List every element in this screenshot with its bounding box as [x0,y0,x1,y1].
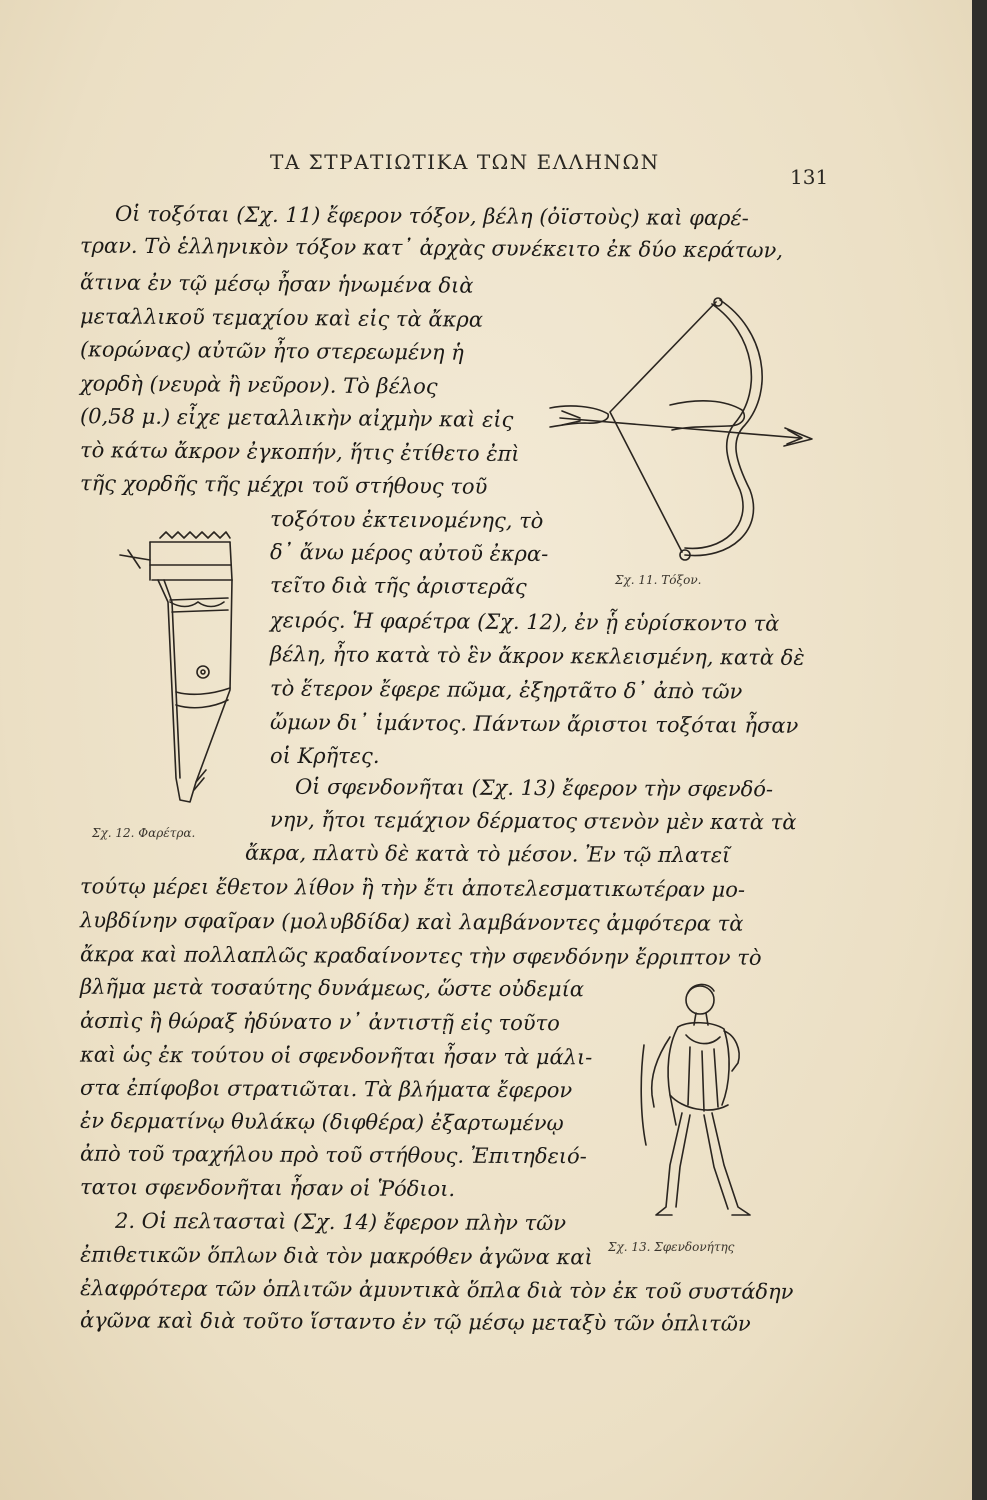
text-line: στα ἐπίφοβοι στρατιῶται. Τὰ βλήματα ἔφερον [79,1075,573,1103]
text-line: τραν. Τὸ ἑλληνικὸν τόξον κατ᾽ ἀρχὰς συνέκειτο ἐκ δύο κεράτων, [79,233,784,263]
text-line: μεταλλικοῦ τεμαχίου καὶ εἰς τὰ ἄκρα [79,304,484,332]
text-line: τοξότου ἐκτεινομένης, τὸ [269,507,544,533]
text-line: λυβδίνην σφαῖραν (μολυβδίδα) καὶ λαμβάνοντες ἀμφότερα τὰ [79,908,744,936]
text-line: ἄκρα καὶ πολλαπλῶς κραδαίνοντες τὴν σφενδόνην ἔρριπτον τὸ [79,942,762,970]
text-line: ἐν δερματίνῳ θυλάκῳ (διφθέρα) ἐξαρτωμένῳ [79,1108,564,1136]
text-line: οἱ Κρῆτες. [270,744,380,768]
bow-illustration [550,290,820,580]
text-line: τούτῳ μέρει ἔθετον λίθον ἢ τὴν ἔτι ἀποτελεσματικωτέραν μο- [79,874,746,902]
text-line: βλῆμα μετὰ τοσαύτης δυνάμεως, ὥστε οὐδεμία [79,974,585,1002]
text-line: καὶ ὡς ἐκ τούτου οἱ σφενδονῆται ἦσαν τὰ μάλι- [79,1042,593,1070]
text-line: τεῖτο διὰ τῆς ἀριστερᾶς [269,573,527,599]
text-line: (κορώνας) αὐτῶν ἦτο στερεωμένη ἡ [79,337,464,365]
text-line: βέλη, ἦτο κατὰ τὸ ἓν ἄκρον κεκλεισμένη, κατὰ δὲ [269,642,805,670]
running-header: ΤΑ ΣΤΡΑΤΙΩΤΙΚΑ ΤΩΝ ΕΛΛΗΝΩΝ [270,150,660,174]
text-line: ἀπὸ τοῦ τραχήλου πρὸ τοῦ στήθους. Ἐπιτηδειό- [79,1141,587,1169]
figure-11-caption: Σχ. 11. Τόξον. [615,573,702,587]
text-line: νην, ἤτοι τεμάχιον δέρματος στενὸν μὲν κατὰ τὰ [269,807,797,835]
page-number: 131 [790,165,829,189]
text-line: τὸ ἕτερον ἔφερε πῶμα, ἐξηρτᾶτο δ᾽ ἀπὸ τῶν [269,676,743,704]
text-line: Οἱ τοξόται (Σχ. 11) ἔφερον τόξον, βέλη (ὀϊστοὺς) καὶ φαρέ- [114,201,749,231]
page-edge [972,0,987,1500]
slinger-illustration [620,975,780,1230]
text-line: ἀσπὶς ἢ θώραξ ἠδύνατο ν᾽ ἀντιστῇ εἰς τοῦτο [79,1008,560,1036]
text-line: Οἱ σφενδονῆται (Σχ. 13) ἔφερον τὴν σφενδό- [294,774,774,802]
text-line: χορδὴ (νευρὰ ἢ νεῦρον). Τὸ βέλος [79,371,438,399]
text-line: ὤμων δι᾽ ἱμάντος. Πάντων ἄριστοι τοξόται ἦσαν [269,710,799,738]
text-line: ἐπιθετικῶν ὅπλων διὰ τὸν μακρόθεν ἀγῶνα καὶ [79,1242,593,1270]
text-line: χειρός. Ἡ φαρέτρα (Σχ. 12), ἐν ᾗ εὑρίσκοντο τὰ [269,608,780,636]
text-line: τατοι σφενδονῆται ἦσαν οἱ Ῥόδιοι. [79,1175,456,1201]
text-line: τῆς χορδῆς τῆς μέχρι τοῦ στήθους τοῦ [79,471,488,499]
text-line: δ᾽ ἄνω μέρος αὐτοῦ ἐκρα- [269,540,549,566]
text-line: (0,58 μ.) εἶχε μεταλλικὴν αἰχμὴν καὶ εἰς [79,404,514,432]
text-line: τὸ κάτω ἄκρον ἐγκοπήν, ἥτις ἐτίθετο ἐπὶ [79,438,520,466]
quiver-illustration [110,520,250,820]
text-line: ἀγῶνα καὶ διὰ τοῦτο ἵσταντο ἐν τῷ μέσῳ μεταξὺ τῶν ὁπλιτῶν [79,1308,751,1336]
text-line: 2. Οἱ πελτασταὶ (Σχ. 14) ἔφερον πλὴν τῶν [114,1208,567,1236]
text-line: ἄκρα, πλατὺ δὲ κατὰ τὸ μέσον. Ἐν τῷ πλατεῖ [244,840,731,868]
text-line: ἅτινα ἐν τῷ μέσῳ ἦσαν ἡνωμένα διὰ [79,270,474,298]
text-line: ἐλαφρότερα τῶν ὁπλιτῶν ἀμυντικὰ ὅπλα διὰ τὸν ἐκ τοῦ συστάδην [79,1276,794,1304]
figure-13-caption: Σχ. 13. Σφενδονήτης [608,1240,735,1254]
figure-12-caption: Σχ. 12. Φαρέτρα. [92,826,196,840]
